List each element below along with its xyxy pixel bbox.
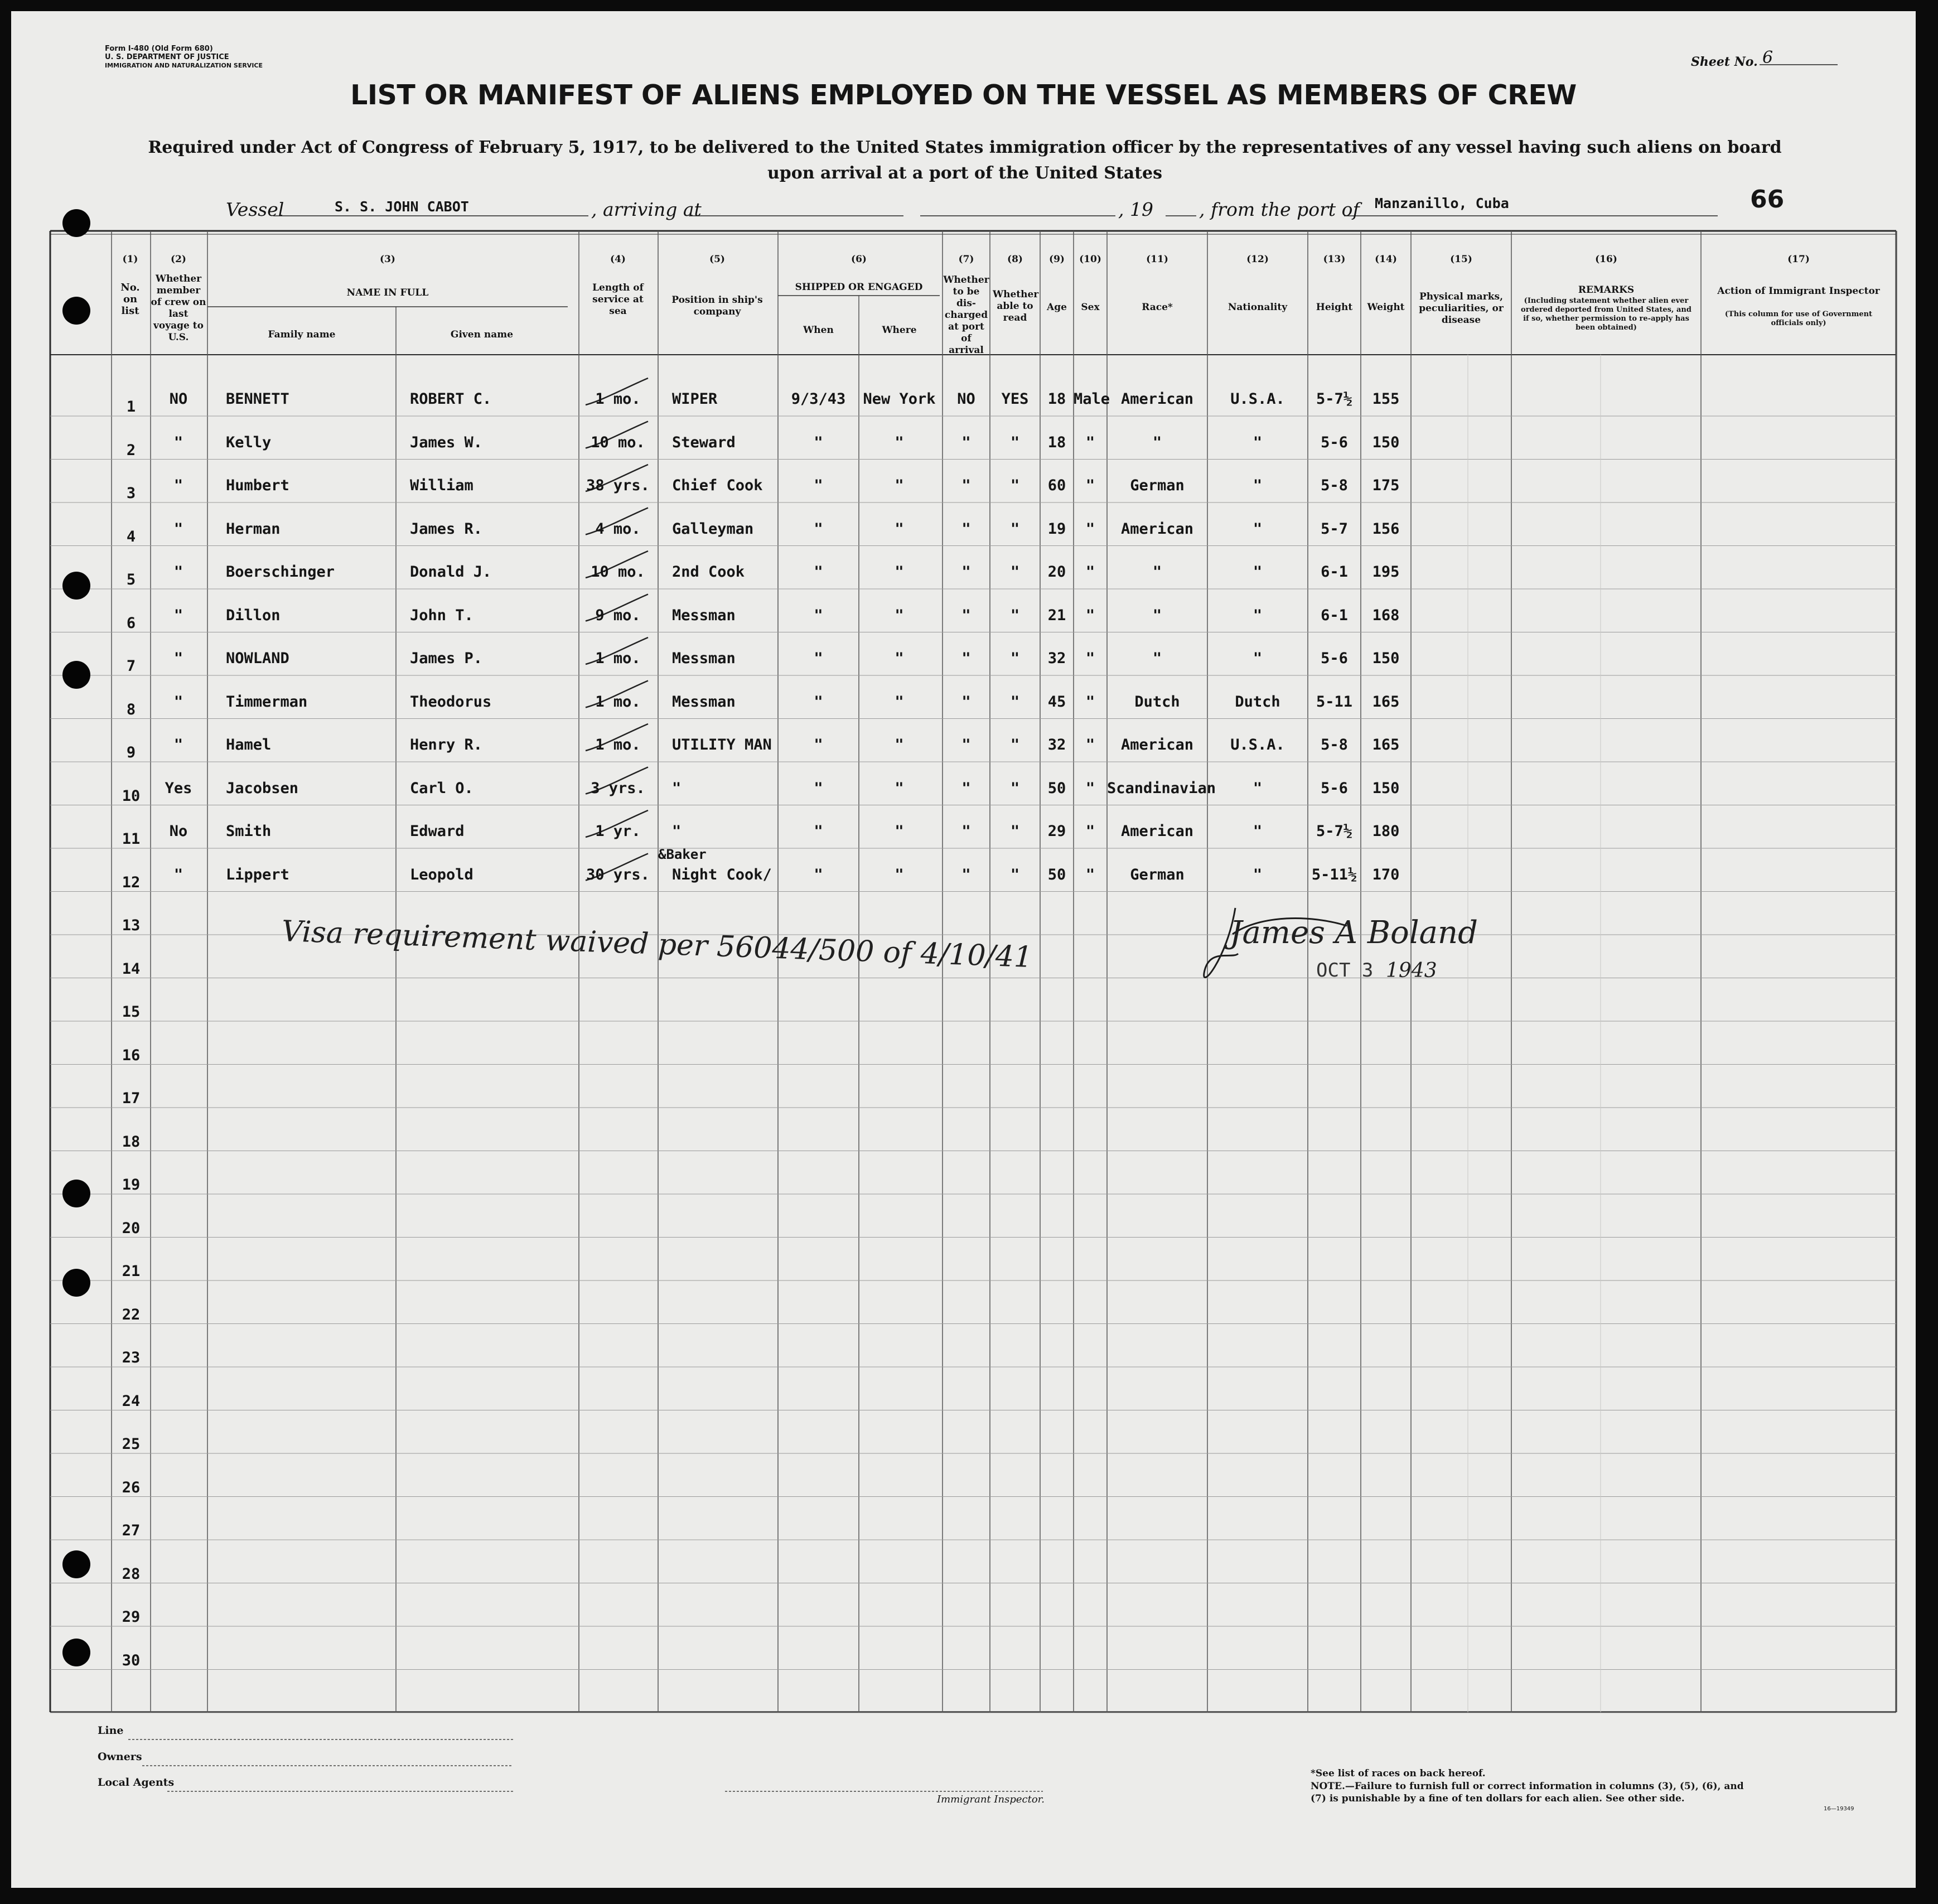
length-cell: 9 mo. [595, 606, 641, 624]
where-cell: " [895, 650, 904, 667]
length-cell: 3 yrs. [591, 779, 645, 797]
family-name-cell: Herman [226, 520, 281, 538]
position-cell: " [672, 823, 682, 840]
col-num-8: (8) [1007, 254, 1023, 265]
header-remarks-note: (Including statement whether alien ever ordered deported from United States, and if so, whether permission to re-apply has been obtained) [1521, 297, 1691, 332]
row-number: 7 [126, 658, 136, 675]
punch-hole [62, 1180, 90, 1207]
weight-cell: 155 [1372, 390, 1400, 408]
member-cell: " [173, 433, 183, 451]
empty-row-number: 21 [122, 1263, 141, 1280]
given-name-cell: Carl O. [410, 779, 473, 797]
position-cell: Messman [672, 693, 736, 711]
member-cell: " [173, 606, 183, 624]
weight-cell: 150 [1372, 650, 1400, 667]
race-cell: " [1152, 563, 1162, 581]
nationality-cell: " [1253, 477, 1263, 494]
empty-row-number: 30 [122, 1651, 141, 1669]
empty-row-number: 27 [122, 1522, 141, 1539]
age-cell: 32 [1047, 736, 1066, 753]
header-no-on-list: No. on list [120, 282, 140, 317]
length-cell: 1 mo. [595, 736, 641, 753]
race-cell: American [1120, 390, 1194, 408]
empty-row-number: 14 [122, 960, 141, 978]
row-number: 9 [126, 744, 136, 761]
age-cell: 21 [1047, 606, 1066, 624]
given-name-cell: James R. [410, 520, 483, 538]
empty-row-number: 18 [122, 1133, 141, 1151]
header-remarks: REMARKS [1578, 284, 1635, 296]
member-cell: " [173, 866, 183, 883]
sex-cell: " [1085, 693, 1095, 711]
weight-cell: 170 [1372, 866, 1400, 883]
read-cell: YES [1001, 390, 1029, 408]
read-cell: " [1010, 823, 1020, 840]
col-num-12: (12) [1246, 254, 1269, 265]
weight-cell: 180 [1372, 823, 1400, 840]
weight-cell: 165 [1372, 736, 1400, 753]
length-cell: 38 yrs. [586, 477, 650, 494]
position-cell: UTILITY MAN [672, 736, 772, 753]
member-cell: " [173, 693, 183, 711]
sex-cell: " [1085, 563, 1095, 581]
position-12-extra: &Baker [658, 847, 707, 862]
col-num-1: (1) [122, 254, 138, 265]
row-number: 5 [126, 571, 136, 588]
header-height: Height [1316, 302, 1353, 313]
family-name-cell: Dillon [226, 606, 281, 624]
page-subtitle: Required under Act of Congress of February 5, 1917, to be delivered to the United States immigration officer by the representatives of any vessel having such aliens on board upon arrival at a port of the United States [148, 138, 1782, 183]
header-action-note: (This column for use of Government officials only) [1724, 310, 1873, 327]
discharged-cell: " [961, 520, 971, 538]
col-num-9: (9) [1049, 254, 1065, 265]
header-shipped: SHIPPED OR ENGAGED [795, 282, 923, 293]
member-cell: Yes [165, 779, 192, 797]
discharged-cell: " [961, 477, 971, 494]
row-number: 4 [126, 528, 136, 545]
when-cell: " [814, 477, 823, 494]
empty-row-number: 19 [122, 1176, 141, 1193]
sex-cell: " [1085, 606, 1095, 624]
header-read: Whether able to read [993, 289, 1039, 323]
row-number: 10 [122, 787, 141, 805]
age-cell: 60 [1047, 477, 1066, 494]
race-cell: American [1120, 520, 1194, 538]
footer-owners-label: Owners [98, 1751, 142, 1763]
header-discharged: Whether to be dis-charged at port of arrival [943, 274, 989, 356]
form-identifier: Form I-480 (Old Form 680) U. S. DEPARTMENT OF JUSTICE IMMIGRATION AND NATURALIZATION SERVICE [105, 45, 263, 69]
when-cell: " [814, 736, 823, 753]
row-number: 2 [126, 441, 136, 459]
header-race: Race* [1142, 302, 1173, 313]
footer-line-label: Line [98, 1724, 124, 1737]
col-num-16: (16) [1595, 254, 1617, 265]
sex-cell: " [1085, 650, 1095, 667]
height-cell: 5-7 [1321, 520, 1348, 538]
nationality-cell: " [1253, 650, 1263, 667]
given-name-cell: ROBERT C. [410, 390, 492, 408]
member-cell: " [173, 520, 183, 538]
row-number: 11 [122, 830, 141, 848]
when-cell: " [814, 823, 823, 840]
weight-cell: 150 [1372, 779, 1400, 797]
sex-cell: " [1085, 520, 1095, 538]
punch-hole [62, 661, 90, 689]
given-name-cell: Theodorus [410, 693, 492, 711]
length-cell: 30 yrs. [586, 866, 650, 883]
col-num-3: (3) [380, 254, 395, 265]
age-cell: 29 [1047, 823, 1066, 840]
sex-cell: " [1085, 823, 1095, 840]
empty-row-number: 24 [122, 1392, 141, 1410]
discharged-cell: NO [957, 390, 975, 408]
col-num-4: (4) [610, 254, 626, 265]
empty-row-number: 20 [122, 1219, 141, 1237]
height-cell: 5-11 [1316, 693, 1353, 711]
header-position: Position in ship's company [671, 294, 763, 317]
given-name-cell: Edward [410, 823, 465, 840]
header-age: Age [1047, 302, 1067, 313]
footer-race-note: *See list of races on back hereof. [1311, 1768, 1486, 1779]
where-cell: " [895, 520, 904, 538]
empty-row-number: 23 [122, 1349, 141, 1366]
nationality-cell: " [1253, 563, 1263, 581]
sex-cell: " [1085, 779, 1095, 797]
port-value: Manzanillo, Cuba [1375, 195, 1509, 211]
vessel-value: S. S. JOHN CABOT [335, 199, 469, 215]
read-cell: " [1010, 606, 1020, 624]
age-cell: 50 [1047, 866, 1066, 883]
col-num-6: (6) [851, 254, 867, 265]
given-name-cell: James P. [410, 650, 483, 667]
read-cell: " [1010, 563, 1020, 581]
header-where: Where [882, 325, 917, 336]
length-cell: 1 mo. [595, 693, 641, 711]
footer-agents-label: Local Agents [98, 1776, 175, 1789]
height-cell: 5-6 [1321, 779, 1348, 797]
length-cell: 1 mo. [595, 650, 641, 667]
position-cell: 2nd Cook [672, 563, 745, 581]
read-cell: " [1010, 433, 1020, 451]
punch-hole [62, 209, 90, 237]
where-cell: " [895, 433, 904, 451]
date-stamp-year: 1943 [1386, 959, 1437, 982]
where-cell: " [895, 477, 904, 494]
footer-inspector-label: Immigrant Inspector. [937, 1794, 1045, 1805]
empty-row-number: 13 [122, 917, 141, 934]
age-cell: 18 [1047, 433, 1066, 451]
header-physical: Physical marks, peculiarities, or disease [1419, 291, 1504, 326]
col-num-7: (7) [958, 254, 974, 265]
weight-cell: 156 [1372, 520, 1400, 538]
col-num-2: (2) [171, 254, 186, 265]
year-label: , 19 [1118, 199, 1153, 220]
nationality-cell: " [1253, 866, 1263, 883]
where-cell: " [895, 823, 904, 840]
discharged-cell: " [961, 866, 971, 883]
family-name-cell: NOWLAND [226, 650, 289, 667]
header-nationality: Nationality [1227, 302, 1288, 313]
empty-row-number: 26 [122, 1478, 141, 1496]
discharged-cell: " [961, 563, 971, 581]
row-number: 3 [126, 485, 136, 502]
sex-cell: " [1085, 866, 1095, 883]
length-cell: 10 mo. [591, 563, 645, 581]
family-name-cell: Jacobsen [226, 779, 299, 797]
member-cell: " [173, 477, 183, 494]
sex-cell: " [1085, 736, 1095, 753]
read-cell: " [1010, 736, 1020, 753]
footer-note: NOTE.—Failure to furnish full or correct information in columns (3), (5), (6), and (7) is punishable by a fine of ten dollars for each alien. See other side. [1311, 1781, 1744, 1804]
discharged-cell: " [961, 606, 971, 624]
family-name-cell: Smith [226, 823, 272, 840]
header-member: Whether member of crew on last voyage to U.S. [151, 273, 206, 343]
height-cell: 5-8 [1321, 736, 1348, 753]
position-cell: Chief Cook [672, 477, 763, 494]
empty-row-number: 28 [122, 1565, 141, 1583]
weight-cell: 168 [1372, 606, 1400, 624]
given-name-cell: John T. [410, 606, 473, 624]
nationality-cell: U.S.A. [1230, 390, 1285, 408]
row-number: 6 [126, 614, 136, 632]
given-name-cell: James W. [410, 433, 483, 451]
col-num-17: (17) [1787, 254, 1810, 265]
discharged-cell: " [961, 736, 971, 753]
nationality-cell: " [1253, 606, 1263, 624]
weight-cell: 195 [1372, 563, 1400, 581]
read-cell: " [1010, 779, 1020, 797]
where-cell: " [895, 866, 904, 883]
col-num-15: (15) [1450, 254, 1472, 265]
when-cell: " [814, 779, 823, 797]
family-name-cell: Hamel [226, 736, 272, 753]
member-cell: NO [169, 390, 188, 408]
read-cell: " [1010, 693, 1020, 711]
empty-row-number: 15 [122, 1003, 141, 1021]
discharged-cell: " [961, 650, 971, 667]
length-cell: 1 yr. [595, 823, 641, 840]
punch-hole [62, 1639, 90, 1666]
position-cell: Galleyman [672, 520, 754, 538]
member-cell: No [169, 823, 188, 840]
position-cell: " [672, 779, 682, 797]
height-cell: 6-1 [1321, 563, 1348, 581]
family-name-cell: Lippert [226, 866, 289, 883]
date-stamp: OCT 3 [1316, 959, 1374, 982]
handwritten-visa-note: Visa requirement waived per 56044/500 of 4/10/41 [281, 915, 1033, 974]
read-cell: " [1010, 866, 1020, 883]
weight-cell: 175 [1372, 477, 1400, 494]
race-cell: American [1120, 823, 1194, 840]
length-cell: 1 mo. [595, 390, 641, 408]
race-cell: " [1152, 650, 1162, 667]
age-cell: 32 [1047, 650, 1066, 667]
sheet-number: 6 [1762, 48, 1773, 67]
row-number: 1 [126, 398, 136, 415]
discharged-cell: " [961, 779, 971, 797]
length-cell: 4 mo. [595, 520, 641, 538]
header-weight: Weight [1367, 302, 1405, 313]
when-cell: " [814, 693, 823, 711]
given-name-cell: Leopold [410, 866, 473, 883]
discharged-cell: " [961, 823, 971, 840]
col-num-10: (10) [1079, 254, 1101, 265]
height-cell: 5-6 [1321, 650, 1348, 667]
given-name-cell: Henry R. [410, 736, 483, 753]
empty-row-number: 25 [122, 1436, 141, 1453]
arriving-label: , arriving at [591, 199, 702, 220]
header-when: When [803, 325, 834, 336]
height-cell: 5-11½ [1311, 866, 1357, 883]
col-num-13: (13) [1323, 254, 1346, 265]
where-cell: " [895, 779, 904, 797]
age-cell: 50 [1047, 779, 1066, 797]
height-cell: 5-8 [1321, 477, 1348, 494]
height-cell: 5-7½ [1316, 390, 1353, 408]
given-name-cell: William [410, 477, 473, 494]
when-cell: " [814, 520, 823, 538]
port-label: , from the port of [1199, 199, 1360, 220]
race-cell: Scandinavian [1107, 779, 1216, 797]
sheet-label: Sheet No. [1691, 55, 1758, 69]
race-cell: " [1152, 433, 1162, 451]
empty-row-number: 29 [122, 1608, 141, 1626]
position-cell: Messman [672, 606, 736, 624]
family-name-cell: BENNETT [226, 390, 289, 408]
vessel-label: Vessel [226, 199, 284, 220]
weight-cell: 150 [1372, 433, 1400, 451]
punch-hole [62, 297, 90, 325]
age-cell: 20 [1047, 563, 1066, 581]
position-cell: WIPER [672, 390, 718, 408]
race-cell: German [1130, 477, 1185, 494]
page-number-stamp: 66 [1750, 185, 1785, 214]
where-cell: " [895, 693, 904, 711]
sex-cell: " [1085, 433, 1095, 451]
page-title: LIST OR MANIFEST OF ALIENS EMPLOYED ON THE VESSEL AS MEMBERS OF CREW [350, 79, 1577, 111]
weight-cell: 165 [1372, 693, 1400, 711]
when-cell: " [814, 866, 823, 883]
row-number: 12 [122, 873, 141, 891]
length-cell: 10 mo. [591, 433, 645, 451]
member-cell: " [173, 736, 183, 753]
where-cell: New York [863, 390, 936, 408]
when-cell: " [814, 563, 823, 581]
where-cell: " [895, 606, 904, 624]
read-cell: " [1010, 520, 1020, 538]
family-name-cell: Kelly [226, 433, 272, 451]
family-name-cell: Timmerman [226, 693, 308, 711]
empty-row-number: 16 [122, 1046, 141, 1064]
when-cell: 9/3/43 [791, 390, 846, 408]
nationality-cell: " [1253, 520, 1263, 538]
position-cell: Steward [672, 433, 736, 451]
race-cell: Dutch [1134, 693, 1180, 711]
empty-row-number: 17 [122, 1090, 141, 1107]
punch-hole [62, 572, 90, 600]
header-name-in-full: NAME IN FULL [346, 287, 429, 298]
discharged-cell: " [961, 693, 971, 711]
col-num-5: (5) [709, 254, 725, 265]
age-cell: 18 [1047, 390, 1066, 408]
nationality-cell: " [1253, 779, 1263, 797]
row-number: 8 [126, 700, 136, 718]
age-cell: 45 [1047, 693, 1066, 711]
nationality-cell: " [1253, 433, 1263, 451]
discharged-cell: " [961, 433, 971, 451]
race-cell: German [1130, 866, 1185, 883]
signature: James A Boland [1230, 915, 1478, 951]
read-cell: " [1010, 650, 1020, 667]
nationality-cell: Dutch [1235, 693, 1280, 711]
footer-print-code: 16—19349 [1824, 1806, 1854, 1812]
when-cell: " [814, 433, 823, 451]
where-cell: " [895, 563, 904, 581]
header-length: Length of service at sea [592, 282, 644, 317]
punch-hole [62, 1269, 90, 1297]
member-cell: " [173, 563, 183, 581]
family-name-cell: Humbert [226, 477, 289, 494]
when-cell: " [814, 606, 823, 624]
height-cell: 5-7½ [1316, 823, 1353, 840]
header-given-name: Given name [450, 329, 514, 340]
height-cell: 6-1 [1321, 606, 1348, 624]
race-cell: " [1152, 606, 1162, 624]
member-cell: " [173, 650, 183, 667]
height-cell: 5-6 [1321, 433, 1348, 451]
when-cell: " [814, 650, 823, 667]
empty-row-number: 22 [122, 1306, 141, 1323]
age-cell: 19 [1047, 520, 1066, 538]
nationality-cell: " [1253, 823, 1263, 840]
read-cell: " [1010, 477, 1020, 494]
position-cell: Messman [672, 650, 736, 667]
header-family-name: Family name [268, 329, 336, 340]
race-cell: American [1120, 736, 1194, 753]
header-action: Action of Immigrant Inspector [1717, 286, 1880, 297]
header-sex: Sex [1081, 302, 1100, 313]
position-cell: Night Cook/ [672, 866, 772, 883]
col-num-11: (11) [1146, 254, 1168, 265]
sex-cell: " [1085, 477, 1095, 494]
manifest-page [11, 11, 1916, 1888]
family-name-cell: Boerschinger [226, 563, 335, 581]
where-cell: " [895, 736, 904, 753]
col-num-14: (14) [1375, 254, 1397, 265]
punch-hole [62, 1550, 90, 1578]
nationality-cell: U.S.A. [1230, 736, 1285, 753]
sex-cell: Male [1074, 390, 1110, 408]
given-name-cell: Donald J. [410, 563, 492, 581]
